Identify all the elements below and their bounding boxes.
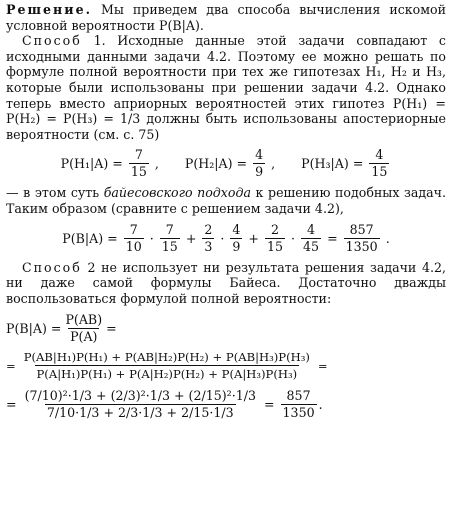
posterior-h1-den: 15 [130, 164, 147, 180]
bayes-paragraph [6, 185, 446, 216]
solution-intro: Мы приведем два способа вычисления искомой условной вероятности P(B|A). [6, 2, 446, 33]
final-line3-den: 7/10·1/3 + 2/3·1/3 + 2/15·1/3 [46, 405, 234, 421]
result-term2-d1: 3 [204, 238, 213, 254]
result-num: 857 [349, 221, 374, 237]
final-line1-num: P(AB) [65, 312, 103, 328]
method2-paragraph [6, 260, 446, 307]
result-term1-op: + [185, 230, 197, 246]
final-line3-num-term3: (2/15)²·1/3 [188, 388, 256, 404]
result-equation: P(B|A) = $\frac{7}{10}$ · $\frac{7}{15}$ + $\frac{2}{3}$ · $\frac{4}{9}$ + $\frac{2}{15}$ · $\frac{4}{45}$ = $\frac{857}{1350}$ . [62, 221, 390, 254]
posterior-h1-lhs: P(H₁|A) = [60, 156, 123, 172]
posterior-h2-sep: , [271, 156, 276, 172]
posterior-h1-sep: , [154, 156, 159, 172]
final-eq-line3: = $\frac{\text{(7/10)²·1/3 + (2/3)²·1/3 + (2/15)²·1/3}}{7/10\cdot 1/3 + 2/3\cdot 1/3 + 2/15\cdot 1/3}$ = $\frac{857}{1350}$ . [6, 388, 323, 421]
result-term1-d1: 10 [125, 238, 142, 254]
result-term3-n2: 4 [307, 221, 316, 237]
posterior-h2-frac [253, 148, 265, 179]
final-line3-eq: = [6, 397, 17, 413]
method2-text: 2 не использует ни результата решения задачи 4.2, ни даже самой формулы Байеса. Достаточно дважды воспользоваться формулой полной вероятности: [6, 259, 446, 306]
final-line2-end: = [317, 358, 328, 373]
final-result-den: 1350 [282, 405, 315, 421]
final-line3-den-term3: 2/15·1/3 [181, 405, 234, 421]
method2-label: Способ [22, 259, 82, 275]
final-line1-den: P(A) [70, 329, 98, 345]
method1-label: Способ [22, 33, 82, 49]
final-line3-frac [23, 389, 258, 420]
bayes-post: к решению подобных задач. Таким образом (сравните с решением задачи 4.2), [6, 185, 446, 216]
final-line1-rhs: = [106, 321, 117, 337]
posterior-h2-den: 9 [255, 164, 264, 180]
posterior-h3-num: 4 [375, 147, 384, 163]
result-term2-n1: 2 [204, 221, 213, 237]
posterior-h2 [185, 148, 275, 179]
final-line3-num-term1: (7/10)²·1/3 [24, 388, 92, 404]
final-line3-num: (7/10)²·1/3 + (2/3)²·1/3 + (2/15)²·1/3 [24, 388, 256, 404]
result-lhs: P(B|A) = [62, 230, 118, 246]
posterior-h3-den: 15 [371, 164, 388, 180]
bayes-italic: байесовского подхода [103, 185, 251, 201]
result-term3-op: = [327, 230, 338, 246]
result-term2-n2: 4 [232, 221, 241, 237]
posterior-h3-frac [369, 148, 389, 179]
result-term1-d2: 15 [161, 238, 178, 254]
posterior-h1-num: 7 [134, 147, 143, 163]
posterior-h1-frac [129, 148, 149, 179]
result-term3-d1: 15 [266, 238, 284, 254]
final-eq-line1 [6, 313, 446, 344]
result-term1-n2: 7 [165, 221, 174, 237]
solution-paragraph [6, 2, 446, 33]
final-eq-line2 [6, 350, 446, 381]
posterior-h3 [301, 148, 391, 179]
final-line1-lhs: P(B|A) = [6, 321, 62, 337]
final-line2-den: P(A|H₁)P(H₁) + P(A|H₂)P(H₂) + P(A|H₃)P(H₃) [36, 367, 298, 382]
result-term1-n1: 7 [129, 221, 138, 237]
posterior-h2-lhs: P(H₂|A) = [184, 156, 248, 172]
result-term3-n1: 2 [270, 221, 279, 237]
final-line3-den-term2: 2/3·1/3 [118, 405, 163, 421]
method1-paragraph [6, 33, 446, 142]
posterior-h1 [61, 148, 159, 179]
result-den: 1350 [345, 238, 378, 254]
posterior-h2-num: 4 [255, 147, 264, 163]
posteriors-equation [6, 148, 446, 179]
result-term2-d2: 9 [232, 238, 241, 254]
result-term3-d2: 45 [303, 238, 320, 254]
final-line2-num: P(AB|H₁)P(H₁) + P(AB|H₂)P(H₂) + P(AB|H₃)P(H₃) [23, 350, 310, 365]
result-term2-op: + [248, 230, 259, 246]
method1-text: 1. Исходные данные этой задачи совпадают с исходными данными задачи 4.2. Поэтому ее можно решать по формуле полной вероятности при тех же гипотезах H₁, H₂ и H₃, которые были использованы при решении задачи 4.2. Однако теперь вместо априорных вероятностей этих гипотез P(H₁) = P(H₂) = P(H₃) = 1/3 должны быть использованы апостериорные вероятности (см. с. 75) [6, 33, 446, 142]
final-line3-num-term2: (2/3)²·1/3 [110, 388, 170, 404]
final-line3-den-term1: 7/10·1/3 [46, 405, 100, 421]
final-result-num: 857 [286, 388, 311, 404]
final-line2-eq: = [6, 358, 16, 373]
document-page [6, 2, 446, 420]
posterior-h3-lhs: P(H₃|A) = [301, 156, 364, 172]
bayes-pre: — в этом суть [6, 185, 104, 201]
solution-label: Решение. [6, 2, 92, 17]
